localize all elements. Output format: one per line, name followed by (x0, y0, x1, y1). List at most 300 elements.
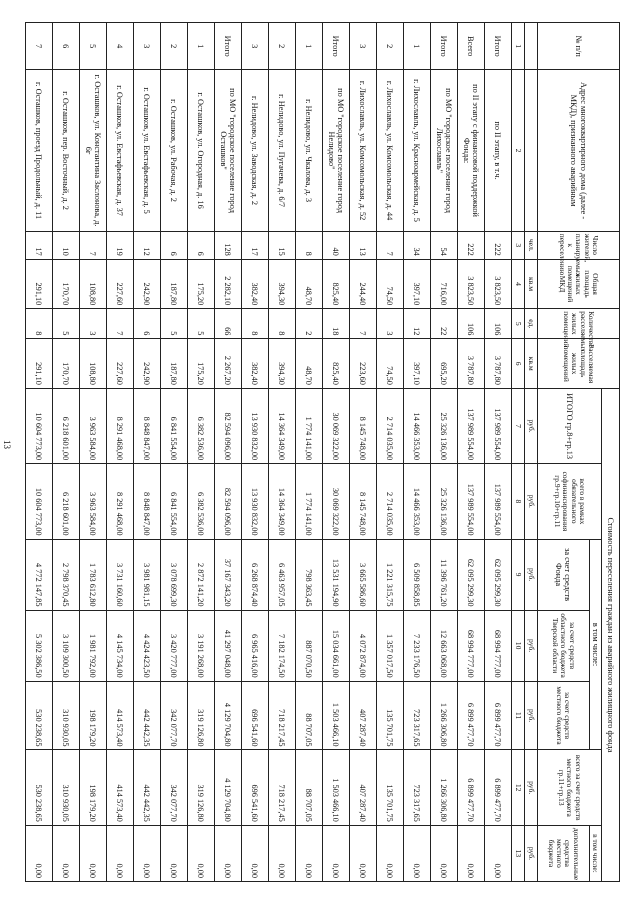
header-in-cofin: всего в рамках обязательного софинансирования гр.9+гр.10+гр.11 (537, 464, 601, 539)
unit-cell: чел. (524, 231, 537, 259)
table-cell: 34 (403, 231, 430, 259)
table-cell: 242,90 (133, 259, 160, 309)
table-cell: 530 238,65 (25, 750, 52, 825)
table-cell: 5 (187, 309, 214, 339)
unit-cell: руб. (524, 464, 537, 539)
table-cell: 4 772 147,85 (25, 539, 52, 610)
header-index: № п/п (537, 23, 619, 70)
table-row (430, 23, 457, 882)
column-number-cell: 12 (511, 750, 524, 825)
table-cell: 0,00 (322, 825, 349, 881)
rotated-table-wrapper (20, 22, 620, 882)
table-cell: 11 396 761,20 (430, 539, 457, 610)
table-cell: 5 (52, 309, 79, 339)
header-regional: за счет средств областного бюджета Тверской области (537, 610, 589, 681)
table-cell: 3 109 300,50 (52, 610, 79, 681)
table-cell: 8 848 847,00 (133, 388, 160, 463)
header-incl-2: в том числе: (589, 825, 601, 881)
table-cell: 696 541,60 (241, 681, 268, 750)
table-cell: 8 145 748,00 (349, 464, 376, 539)
table-cell: 62 095 299,30 (457, 539, 484, 610)
table-cell: 12 663 068,00 (430, 610, 457, 681)
table-cell: 2 (268, 23, 295, 70)
table-cell: 1 (295, 23, 322, 70)
table-cell: 108,80 (79, 339, 106, 389)
table-cell: 223,60 (349, 339, 376, 389)
table-cell: 6 899 477,70 (457, 681, 484, 750)
address-cell: г. Осташков, ул. Константина Заслонова, д. 6г (79, 70, 106, 231)
table-cell: 14 466 353,00 (403, 388, 430, 463)
address-cell: по МО "городское поселение город Нелидово" (322, 70, 349, 231)
table-cell: 6 382 536,00 (187, 464, 214, 539)
unit-cell: ед. (524, 309, 537, 339)
table-cell: 8 291 468,00 (106, 464, 133, 539)
unit-cell: руб. (524, 681, 537, 750)
table-cell: 106 (457, 309, 484, 339)
table-row (268, 23, 295, 882)
table-cell: 2 (376, 23, 403, 70)
table-cell: 6 218 601,00 (52, 464, 79, 539)
table-cell: 175,20 (187, 339, 214, 389)
table-row (52, 23, 79, 882)
table-cell: 8 (268, 309, 295, 339)
address-cell: по II этапу, в т.ч. (484, 70, 511, 231)
table-cell: 10 604 773,00 (25, 464, 52, 539)
table-cell: Итого (430, 23, 457, 70)
table-cell: 14 466 353,00 (403, 464, 430, 539)
table-cell: 4 (106, 23, 133, 70)
table-cell: 0,00 (133, 825, 160, 881)
table-cell: 2 282,10 (214, 259, 241, 309)
table-cell: 5 (79, 23, 106, 70)
unit-cell: руб. (524, 388, 537, 463)
table-cell: 3 665 586,60 (349, 539, 376, 610)
table-cell: 6 841 554,00 (160, 388, 187, 463)
column-number-cell: 2 (511, 70, 524, 231)
table-cell: 8 (241, 309, 268, 339)
table-cell: 13 531 194,90 (322, 539, 349, 610)
table-cell: 397,10 (403, 339, 430, 389)
header-rooms-count: Количество расселяемых жилых помещений (537, 309, 619, 339)
unit-cell: руб. (524, 610, 537, 681)
table-row (349, 23, 376, 882)
table-cell: 17 (241, 231, 268, 259)
address-cell: г. Лихославль, ул. Красноармейская, д. 5 (403, 70, 430, 231)
table-cell: 22 (430, 309, 457, 339)
table-cell: 1 774 141,00 (295, 464, 322, 539)
table-cell: 0,00 (349, 825, 376, 881)
table-cell: Итого (322, 23, 349, 70)
table-cell: 6 218 601,00 (52, 388, 79, 463)
table-cell: 19 (106, 231, 133, 259)
table-cell: 13 (349, 231, 376, 259)
address-cell: по II этапу с финансовой поддержкой Фонда: (457, 70, 484, 231)
table-cell: 6 (52, 23, 79, 70)
table-cell: 0,00 (241, 825, 268, 881)
unit-cell: руб. (524, 825, 537, 881)
table-row (403, 23, 430, 882)
table-cell: 3 787,80 (457, 339, 484, 389)
table-cell: 3 (79, 309, 106, 339)
table-cell: 1 981 792,00 (79, 610, 106, 681)
table-cell: 1 221 315,75 (376, 539, 403, 610)
address-cell: по МО "городское поселение город Осташков" (214, 70, 241, 231)
table-cell: 7 (349, 309, 376, 339)
table-cell: 0,00 (295, 825, 322, 881)
table-cell: 198 179,20 (79, 750, 106, 825)
table-cell: 222 (457, 231, 484, 259)
table-cell: 718 217,45 (268, 750, 295, 825)
table-cell: 8 (295, 231, 322, 259)
table-cell: 394,30 (268, 259, 295, 309)
table-cell: 3 823,50 (484, 259, 511, 309)
unit-cell: кв.м (524, 339, 537, 389)
table-cell: 198 179,20 (79, 681, 106, 750)
table-cell: 2 872 141,20 (187, 539, 214, 610)
unit-cell: руб. (524, 750, 537, 825)
table-cell: 8 848 847,00 (133, 464, 160, 539)
table-cell: 291,10 (25, 339, 52, 389)
table-cell: 3 191 268,00 (187, 610, 214, 681)
table-cell: 175,20 (187, 259, 214, 309)
table-cell: 723 317,65 (403, 750, 430, 825)
table-cell: 695,20 (430, 339, 457, 389)
table-cell: 74,50 (376, 259, 403, 309)
address-cell: г. Осташков, ул. Рабочая, д. 2 (160, 70, 187, 231)
table-cell: 6 382 536,00 (187, 388, 214, 463)
table-cell: 530 238,65 (25, 681, 52, 750)
table-cell: 88 707,05 (295, 750, 322, 825)
table-cell: 7 182 174,50 (268, 610, 295, 681)
table-cell: 6 268 874,40 (241, 539, 268, 610)
table-cell: 25 326 136,00 (430, 464, 457, 539)
address-cell: г. Нелидово, ул. Чкалова, д. 3 (295, 70, 322, 231)
table-cell: 227,60 (106, 339, 133, 389)
column-number-cell: 4 (511, 259, 524, 309)
table-row (484, 23, 511, 882)
header-area-total: Общая площадь жилых помещений МКД (537, 259, 619, 309)
table-cell: 6 (133, 309, 160, 339)
table-cell: Всего (457, 23, 484, 70)
address-cell: г. Лихославль, ул. Комсомольская, д. 52 (349, 70, 376, 231)
table-cell: 342 077,70 (160, 750, 187, 825)
table-cell: 0,00 (25, 825, 52, 881)
unit-cell (524, 23, 537, 70)
table-cell: 82 594 096,00 (214, 464, 241, 539)
address-cell: г. Осташков, ул. Евстафьевская, д. 37 (106, 70, 133, 231)
table-cell: 137 989 554,00 (484, 388, 511, 463)
address-cell: г. Осташков, ул. Евстафьевская, д. 5 (133, 70, 160, 231)
table-cell: 414 573,40 (106, 681, 133, 750)
table-cell: 18 (322, 309, 349, 339)
table-cell: 397,10 (403, 259, 430, 309)
address-cell: г. Осташков, проезд Продольный, д. 11 (25, 70, 52, 231)
table-cell: 74,50 (376, 339, 403, 389)
table-cell: 6 (160, 231, 187, 259)
table-cell: 342 077,70 (160, 681, 187, 750)
table-cell: 137 989 554,00 (457, 388, 484, 463)
header-local: за счет средств местного бюджета (537, 681, 589, 750)
table-cell: 48,70 (295, 259, 322, 309)
table-cell: 825,40 (322, 259, 349, 309)
table-row (106, 23, 133, 882)
table-cell: 3 963 584,00 (79, 388, 106, 463)
header-residents: Число жителей, планируемых к переселению (537, 231, 619, 259)
column-number-cell: 11 (511, 681, 524, 750)
table-cell: 7 (79, 231, 106, 259)
table-cell: 4 129 704,80 (214, 750, 241, 825)
table-cell: 187,80 (160, 339, 187, 389)
table-cell: 242,90 (133, 339, 160, 389)
table-cell: 1 (403, 23, 430, 70)
unit-cell: руб. (524, 539, 537, 610)
table-cell: 2 267,20 (214, 339, 241, 389)
table-cell: 0,00 (430, 825, 457, 881)
table-cell: 227,60 (106, 259, 133, 309)
table-row (376, 23, 403, 882)
table-cell: 170,70 (52, 259, 79, 309)
table-cell: 12 (133, 231, 160, 259)
table-row (295, 23, 322, 882)
table-cell: 407 287,40 (349, 750, 376, 825)
table-cell: 6 965 416,00 (241, 610, 268, 681)
table-row (214, 23, 241, 882)
table-cell: 68 994 777,00 (484, 610, 511, 681)
table-cell: 319 126,80 (187, 750, 214, 825)
table-cell: 798 363,45 (295, 539, 322, 610)
table-row (25, 23, 52, 882)
table-cell: 6 463 957,05 (268, 539, 295, 610)
table-cell: 6 (187, 231, 214, 259)
table-cell: 6 841 554,00 (160, 464, 187, 539)
address-cell: г. Нелидово, ул. Заводская, д. 2 (241, 70, 268, 231)
address-cell: г. Нелидово, ул. Пугачева, д. 6/7 (268, 70, 295, 231)
table-cell: 696 541,60 (241, 750, 268, 825)
table-body (25, 23, 511, 882)
table-cell: 13 930 832,00 (241, 464, 268, 539)
table-cell: 3 420 777,00 (160, 610, 187, 681)
table-cell: 0,00 (268, 825, 295, 881)
table-row (322, 23, 349, 882)
table-cell: 244,40 (349, 259, 376, 309)
table-cell: 310 930,05 (52, 681, 79, 750)
table-cell: 6 899 477,70 (484, 681, 511, 750)
table-cell: 106 (484, 309, 511, 339)
table-cell: 0,00 (403, 825, 430, 881)
table-cell: 170,70 (52, 339, 79, 389)
table-cell: 1 783 612,80 (79, 539, 106, 610)
table-cell: 718 217,45 (268, 681, 295, 750)
table-row (241, 23, 268, 882)
table-cell: 3 981 981,15 (133, 539, 160, 610)
table-cell: 4 072 874,00 (349, 610, 376, 681)
table-cell: 291,10 (25, 259, 52, 309)
table-cell: 41 297 048,00 (214, 610, 241, 681)
table-cell: 10 (52, 231, 79, 259)
table-cell: 5 302 386,50 (25, 610, 52, 681)
table-cell: 2 714 035,00 (376, 388, 403, 463)
table-cell: 7 (25, 23, 52, 70)
header-area-resettled: Расселяемая площадь жилых помещений (537, 339, 619, 389)
column-number-cell: 8 (511, 464, 524, 539)
column-number-cell: 7 (511, 388, 524, 463)
table-cell: 1 266 306,80 (430, 681, 457, 750)
unit-cell (524, 70, 537, 231)
table-cell: 68 994 777,00 (457, 610, 484, 681)
table-cell: 14 364 349,00 (268, 464, 295, 539)
table-cell: 187,80 (160, 259, 187, 309)
table-cell: 135 701,75 (376, 681, 403, 750)
table-cell: 88 707,05 (295, 681, 322, 750)
address-cell: г. Осташков, пер. Восточный, д. 2 (52, 70, 79, 231)
table-cell: 2 798 370,45 (52, 539, 79, 610)
table-cell: 382,40 (241, 339, 268, 389)
table-cell: 2 714 035,00 (376, 464, 403, 539)
table-row (133, 23, 160, 882)
table-cell: 5 (160, 309, 187, 339)
table-cell: 0,00 (484, 825, 511, 881)
table-cell: 3 (349, 23, 376, 70)
table-cell: 1 266 306,80 (430, 750, 457, 825)
table-cell: 48,70 (295, 339, 322, 389)
table-cell: 0,00 (52, 825, 79, 881)
column-number-cell: 3 (511, 231, 524, 259)
table-cell: 14 364 349,00 (268, 388, 295, 463)
table-cell: 82 594 096,00 (214, 388, 241, 463)
table-cell: 8 291 468,00 (106, 388, 133, 463)
table-cell: 0,00 (187, 825, 214, 881)
table-cell: 30 069 322,00 (322, 388, 349, 463)
table-cell: Итого (214, 23, 241, 70)
table-cell: 2 (295, 309, 322, 339)
address-cell: г. Лихославль, ул. Комсомольская, д. 44 (376, 70, 403, 231)
table-cell: 4 129 704,80 (214, 681, 241, 750)
header-incl-1: в том числе: (589, 539, 601, 750)
table-cell: 7 (376, 231, 403, 259)
table-cell: 10 604 773,00 (25, 388, 52, 463)
table-cell: 6 899 477,70 (457, 750, 484, 825)
table-cell: 6 509 858,85 (403, 539, 430, 610)
table-cell: 442 442,35 (133, 750, 160, 825)
table-cell: 66 (214, 309, 241, 339)
header-total: ИТОГО гр.8+гр.13 (537, 388, 601, 463)
address-cell: г. Осташков, ул. Огородная, д. 16 (187, 70, 214, 231)
column-number-cell: 10 (511, 610, 524, 681)
table-cell: 4 424 423,50 (133, 610, 160, 681)
table-row (79, 23, 106, 882)
table-cell: 25 326 136,00 (430, 388, 457, 463)
table-cell: 13 930 832,00 (241, 388, 268, 463)
table-cell: 407 287,40 (349, 681, 376, 750)
table-cell: 7 (106, 309, 133, 339)
table-cell: 222 (484, 231, 511, 259)
table-cell: 319 126,80 (187, 681, 214, 750)
resettlement-cost-table (25, 22, 620, 882)
table-cell: 1 357 017,50 (376, 610, 403, 681)
table-cell: 442 442,35 (133, 681, 160, 750)
unit-cell: кв.м (524, 259, 537, 309)
table-cell: 0,00 (160, 825, 187, 881)
table-cell: 310 930,05 (52, 750, 79, 825)
table-cell: 128 (214, 231, 241, 259)
table-cell: 17 (25, 231, 52, 259)
table-cell: 382,40 (241, 259, 268, 309)
header-extra: дополнительные средства местного бюджета (537, 825, 589, 881)
column-number-cell: 1 (511, 23, 524, 70)
table-cell: 414 573,40 (106, 750, 133, 825)
table-cell: 1 (187, 23, 214, 70)
table-cell: 40 (322, 231, 349, 259)
table-cell: 0,00 (376, 825, 403, 881)
table-cell: Итого (484, 23, 511, 70)
table-cell: 54 (430, 231, 457, 259)
units-row (524, 23, 537, 882)
table-cell: 3 963 584,00 (79, 464, 106, 539)
column-numbers-row (511, 23, 524, 882)
header-cost-group: Стоимость переселения граждан из аварийного жилищного фонда (602, 388, 620, 881)
table-cell: 723 317,65 (403, 681, 430, 750)
table-row (160, 23, 187, 882)
table-cell: 4 145 734,00 (106, 610, 133, 681)
table-cell: 1 774 141,00 (295, 388, 322, 463)
column-number-cell: 5 (511, 309, 524, 339)
table-cell: 135 701,75 (376, 750, 403, 825)
table-cell: 37 167 343,20 (214, 539, 241, 610)
table-cell: 0,00 (106, 825, 133, 881)
table-cell: 137 989 554,00 (457, 464, 484, 539)
table-cell: 137 989 554,00 (484, 464, 511, 539)
table-cell: 6 899 477,70 (484, 750, 511, 825)
table-row (187, 23, 214, 882)
header-local-all: всего за счет средств местного бюджета гр.11+гр.13 (537, 750, 601, 825)
header-fund: за счет средств Фонда (537, 539, 589, 610)
table-cell: 0,00 (79, 825, 106, 881)
address-cell: по МО "городское поселение город Лихославль" (430, 70, 457, 231)
table-cell: 0,00 (457, 825, 484, 881)
table-cell: 394,30 (268, 339, 295, 389)
table-cell: 1 503 466,10 (322, 750, 349, 825)
table-cell: 3 078 699,30 (160, 539, 187, 610)
table-cell: 3 823,50 (457, 259, 484, 309)
table-cell: 3 (241, 23, 268, 70)
table-cell: 1 503 466,10 (322, 681, 349, 750)
table-cell: 62 095 299,30 (484, 539, 511, 610)
column-number-cell: 9 (511, 539, 524, 610)
table-cell: 15 034 661,00 (322, 610, 349, 681)
table-row (457, 23, 484, 882)
table-cell: 108,80 (79, 259, 106, 309)
table-cell: 3 731 160,60 (106, 539, 133, 610)
column-number-cell: 13 (511, 825, 524, 881)
table-cell: 7 233 176,50 (403, 610, 430, 681)
table-cell: 15 (268, 231, 295, 259)
page-number: 13 (2, 440, 12, 449)
column-number-cell: 6 (511, 339, 524, 389)
table-cell: 30 069 322,00 (322, 464, 349, 539)
table-cell: 3 787,80 (484, 339, 511, 389)
table-cell: 0,00 (214, 825, 241, 881)
table-cell: 12 (403, 309, 430, 339)
table-cell: 887 070,50 (295, 610, 322, 681)
table-cell: 2 (160, 23, 187, 70)
table-cell: 3 (376, 309, 403, 339)
table-cell: 716,00 (430, 259, 457, 309)
table-cell: 3 (133, 23, 160, 70)
table-cell: 8 (25, 309, 52, 339)
table-cell: 825,40 (322, 339, 349, 389)
table-cell: 8 145 748,00 (349, 388, 376, 463)
header-address: Адрес многоквартирного дома (далее - МКД), признанного аварийным (537, 70, 619, 231)
